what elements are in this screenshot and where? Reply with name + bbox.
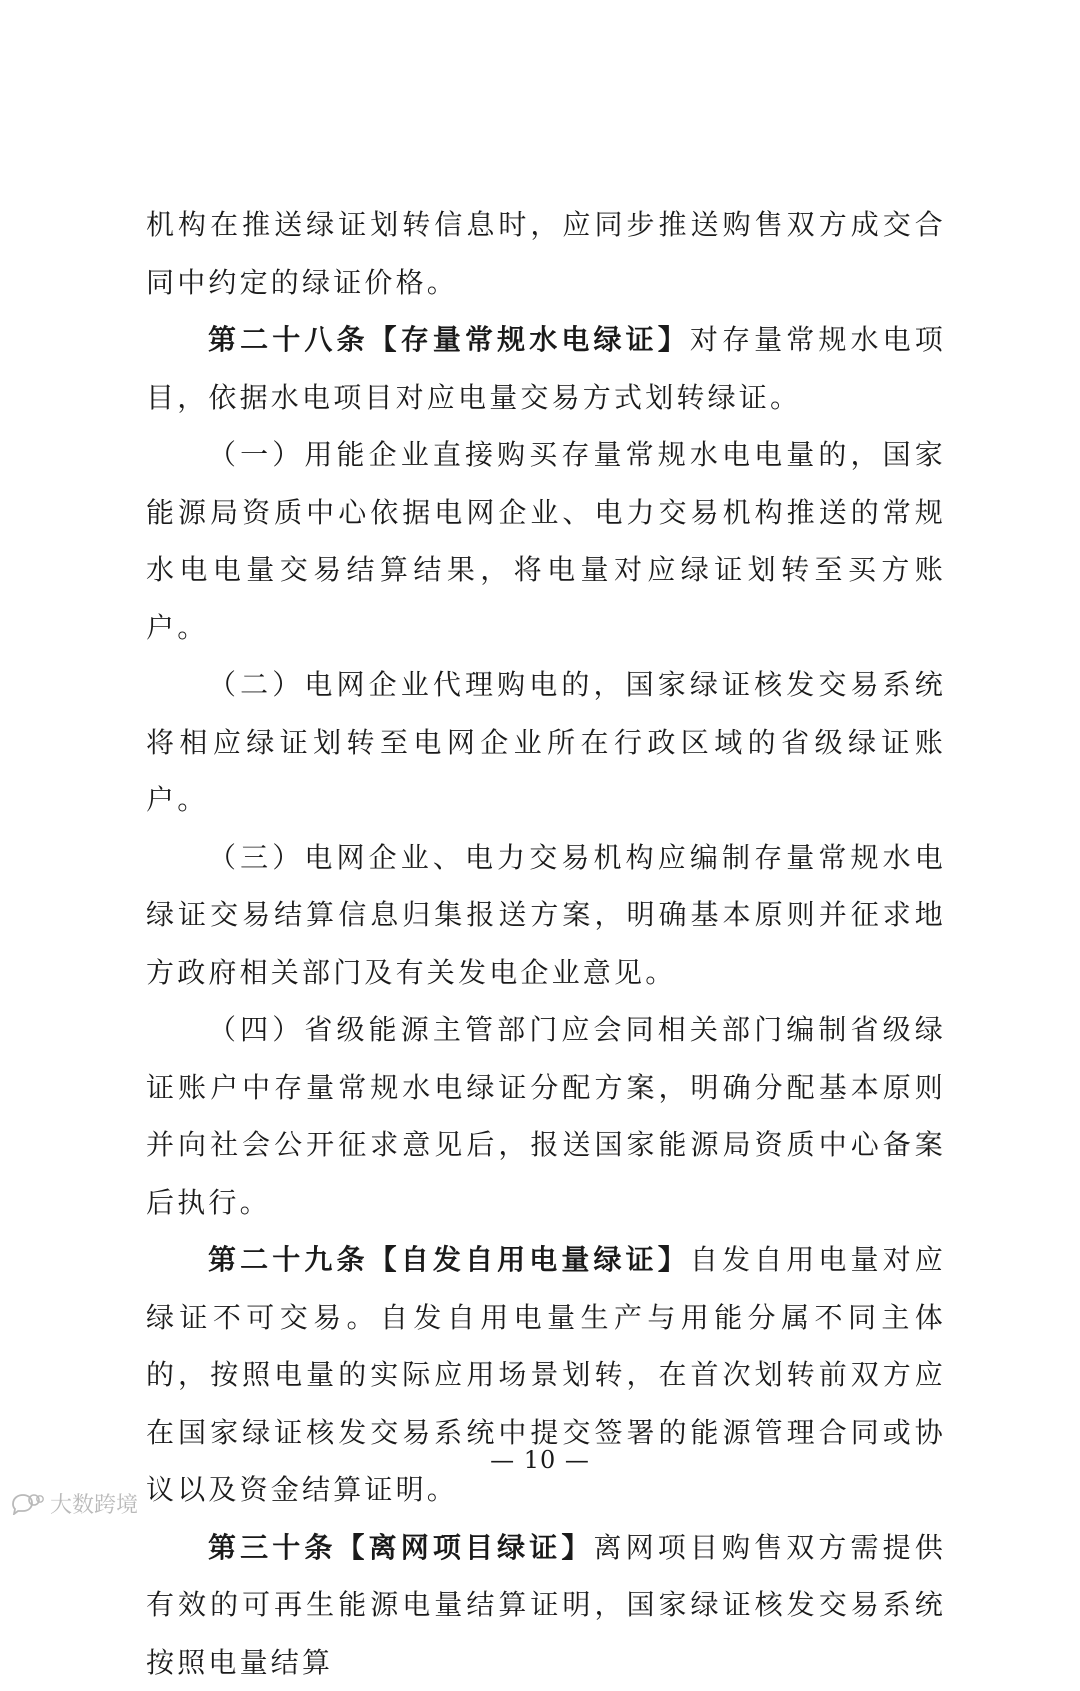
paragraph-article-29 <box>146 1231 946 1519</box>
paragraph-text: （三）电网企业、电力交易机构应编制存量常规水电绿证交易结算信息归集报送方案，明确基本原则并征求地方政府相关部门及有关发电企业意见。 <box>146 841 946 989</box>
watermark <box>10 1488 138 1519</box>
paragraph-text: 自发自用电量对应绿证不可交易。自发自用电量生产与用能分属不同主体的，按照电量的实际应用场景划转，在首次划转前双方应在国家绿证核发交易系统中提交签署的能源管理合同或协议以及资金结算证明。 <box>146 1243 946 1506</box>
article-heading: 第三十条【离网项目绿证】 <box>208 1531 594 1564</box>
watermark-text: 大数跨境 <box>50 1488 138 1519</box>
page-number: — 10 — <box>0 1446 1080 1474</box>
paragraph-text: （四）省级能源主管部门应会同相关部门编制省级绿证账户中存量常规水电绿证分配方案，明确分配基本原则并向社会公开征求意见后，报送国家能源局资质中心备案后执行。 <box>146 1013 946 1219</box>
paragraph-item-2 <box>146 656 946 829</box>
paragraph-text: 机构在推送绿证划转信息时，应同步推送购售双方成交合同中约定的绿证价格。 <box>146 208 946 299</box>
paragraph-item-4 <box>146 1001 946 1231</box>
paragraph-text: 离网项目购售双方需提供有效的可再生能源电量结算证明，国家绿证核发交易系统按照电量结算 <box>146 1531 946 1679</box>
paragraph-text: 对存量常规水电项目，依据水电项目对应电量交易方式划转绿证。 <box>146 323 946 414</box>
paragraph-article-28 <box>146 311 946 426</box>
article-heading: 第二十九条【自发自用电量绿证】 <box>208 1243 690 1276</box>
chat-bubble-icon <box>10 1493 44 1515</box>
paragraph-item-1 <box>146 426 946 656</box>
paragraph-1 <box>146 196 946 311</box>
paragraph-text: （一）用能企业直接购买存量常规水电电量的，国家能源局资质中心依据电网企业、电力交易机构推送的常规水电电量交易结算结果，将电量对应绿证划转至买方账户。 <box>146 438 946 644</box>
paragraph-article-30 <box>146 1519 946 1691</box>
paragraph-item-3 <box>146 829 946 1002</box>
paragraph-text: （二）电网企业代理购电的，国家绿证核发交易系统将相应绿证划转至电网企业所在行政区域的省级绿证账户。 <box>146 668 946 816</box>
article-heading: 第二十八条【存量常规水电绿证】 <box>208 323 690 356</box>
